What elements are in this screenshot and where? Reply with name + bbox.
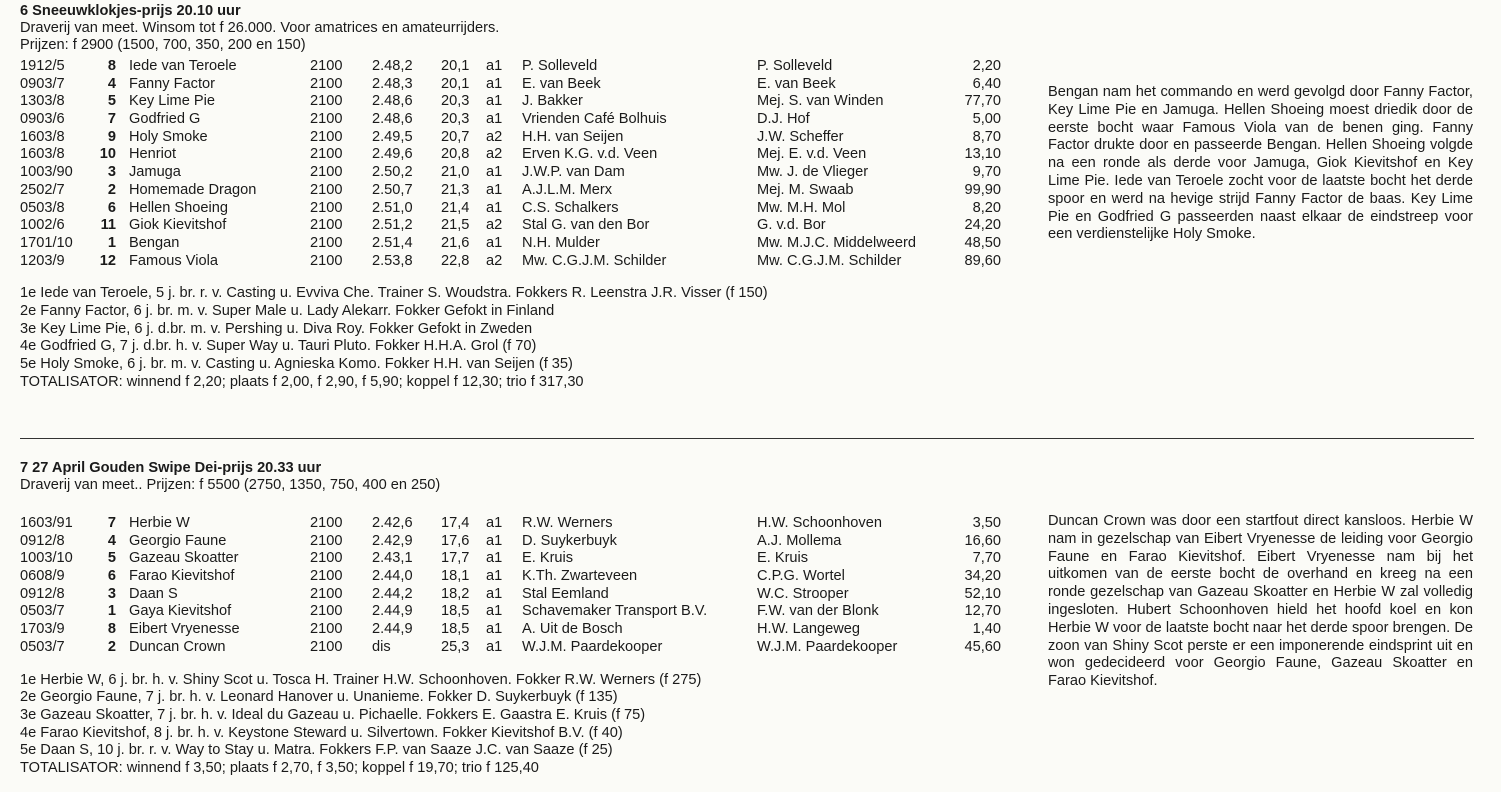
form-code: 1603/8 [20, 146, 65, 163]
form-code: 1303/8 [20, 93, 65, 110]
table-row [20, 586, 1030, 604]
km-time: 20,1 [441, 58, 470, 74]
km-time: 18,5 [441, 603, 470, 620]
results-table [20, 515, 1030, 657]
horse-name: Hellen Shoeing [129, 199, 228, 216]
start-number: 3 [107, 164, 116, 181]
driver-name: Mej. E. v.d. Veen [757, 146, 867, 163]
distance: 2100 [310, 111, 343, 128]
km-time: 20,8 [441, 146, 470, 163]
table-row [20, 639, 1030, 657]
owner-name: R.W. Werners [522, 515, 613, 531]
gait-class: a1 [486, 58, 503, 74]
km-time: 17,6 [441, 532, 470, 549]
finish-time: 2.49,5 [372, 128, 413, 145]
driver-name: Mw. C.G.J.M. Schilder [757, 252, 902, 269]
gait-class: a1 [486, 621, 503, 638]
driver-name: P. Solleveld [757, 58, 833, 74]
table-row [20, 217, 1030, 235]
distance: 2100 [310, 234, 343, 251]
start-number: 5 [107, 93, 116, 110]
table-row [20, 93, 1030, 111]
distance: 2100 [310, 93, 343, 110]
horse-name: Giok Kievitshof [129, 217, 227, 234]
race-conditions: Draverij van meet.. Prijzen: f 5500 (2750, 1350, 750, 400 en 250) [20, 477, 441, 493]
finish-time: 2.42,6 [372, 515, 413, 531]
form-code: 1603/8 [20, 128, 65, 145]
win-odds: 34,20 [964, 568, 1001, 585]
race-prizes: Prijzen: f 2900 (1500, 700, 350, 200 en 150) [20, 37, 306, 53]
finish-time: 2.48,2 [372, 58, 413, 74]
gait-class: a2 [486, 128, 503, 145]
km-time: 21,5 [441, 217, 470, 234]
distance: 2100 [310, 638, 343, 655]
driver-name: H.W. Langeweg [757, 621, 861, 638]
km-time: 20,1 [441, 75, 470, 92]
gait-class: a1 [486, 638, 503, 655]
start-number: 8 [107, 58, 116, 74]
horse-name: Herbie W [129, 515, 190, 531]
owner-name: E. Kruis [522, 550, 574, 567]
form-code: 0903/7 [20, 75, 65, 92]
distance: 2100 [310, 181, 343, 198]
finish-time: 2.51,0 [372, 199, 413, 216]
win-odds: 16,60 [964, 532, 1001, 549]
win-odds: 6,40 [972, 75, 1001, 92]
gait-class: a1 [486, 532, 503, 549]
form-code: 1603/91 [20, 515, 73, 531]
km-time: 18,5 [441, 621, 470, 638]
table-row [20, 200, 1030, 218]
finish-time: 2.49,6 [372, 146, 413, 163]
gait-class: a2 [486, 252, 503, 269]
finish-time: 2.48,6 [372, 93, 413, 110]
start-number: 1 [107, 603, 116, 620]
gait-class: a2 [486, 146, 503, 163]
win-odds: 8,20 [972, 199, 1001, 216]
win-odds: 3,50 [972, 515, 1001, 531]
driver-name: C.P.G. Wortel [757, 568, 845, 585]
win-odds: 52,10 [964, 585, 1001, 602]
race-report: Bengan nam het commando en werd gevolgd door Fanny Factor, Key Lime Pie en Jamuga. Hellen Shoeing moest driedik door de eerste bocht waar Famous Viola van de benen ging. Fanny Factor drukte door en passeerde Bengan. Hellen Shoeing volgde na een ronde als derde voor Jamuga, Giok Kievitshof en Key Lime Pie. Iede van Teroele zocht voor de laatste bocht het derde spoor en werd na hevige strijd Fanny Factor de baas. Key Lime Pie en Godfried G passeerden naast elkaar de eindstreep voor een verdienstelijke Holy Smoke. [1048, 84, 1473, 243]
gait-class: a1 [486, 181, 503, 198]
driver-name: W.C. Strooper [757, 585, 849, 602]
horse-name: Jamuga [129, 164, 181, 181]
driver-name: A.J. Mollema [757, 532, 842, 549]
form-code: 1701/10 [20, 234, 73, 251]
start-number: 7 [107, 515, 116, 531]
start-number: 10 [99, 146, 116, 163]
finish-time: 2.50,2 [372, 164, 413, 181]
table-row [20, 58, 1030, 76]
owner-name: E. van Beek [522, 75, 601, 92]
horse-name: Henriot [129, 146, 177, 163]
table-row [20, 253, 1030, 271]
distance: 2100 [310, 550, 343, 567]
win-odds: 13,10 [964, 146, 1001, 163]
driver-name: D.J. Hof [757, 111, 810, 128]
placing-line: 3e Key Lime Pie, 6 j. d.br. m. v. Pershing u. Diva Roy. Fokker Gefokt in Zweden [20, 320, 533, 337]
km-time: 18,2 [441, 585, 470, 602]
race-section-7 [20, 459, 1490, 778]
start-number: 6 [107, 568, 116, 585]
distance: 2100 [310, 515, 343, 531]
km-time: 17,4 [441, 515, 470, 531]
gait-class: a2 [486, 217, 503, 234]
start-number: 12 [99, 252, 116, 269]
km-time: 20,3 [441, 93, 470, 110]
distance: 2100 [310, 568, 343, 585]
race-section-6 [20, 2, 1490, 391]
finish-time: 2.51,2 [372, 217, 413, 234]
form-code: 0912/8 [20, 532, 65, 549]
win-odds: 77,70 [964, 93, 1001, 110]
placing-line: 4e Farao Kievitshof, 8 j. br. h. v. Keystone Steward u. Silvertown. Fokker Kievitshof B.V. (f 40) [20, 724, 623, 741]
driver-name: Mej. S. van Winden [757, 93, 884, 110]
distance: 2100 [310, 585, 343, 602]
win-odds: 2,20 [972, 58, 1001, 74]
table-row [20, 164, 1030, 182]
table-row [20, 550, 1030, 568]
driver-name: Mw. J. de Vlieger [757, 164, 869, 181]
placing-line: 2e Georgio Faune, 7 j. br. h. v. Leonard Hanover u. Unanieme. Fokker D. Suykerbuyk (f 135) [20, 689, 618, 706]
start-number: 4 [107, 75, 116, 92]
table-row [20, 568, 1030, 586]
finish-time: 2.51,4 [372, 234, 413, 251]
owner-name: N.H. Mulder [522, 234, 600, 251]
form-code: 1912/5 [20, 58, 65, 74]
distance: 2100 [310, 621, 343, 638]
start-number: 11 [100, 217, 116, 234]
form-code: 0912/8 [20, 585, 65, 602]
placing-line: 2e Fanny Factor, 6 j. br. m. v. Super Male u. Lady Alekarr. Fokker Gefokt in Finland [20, 302, 555, 319]
gait-class: a1 [486, 164, 503, 181]
form-code: 2502/7 [20, 181, 65, 198]
start-number: 9 [107, 128, 116, 145]
gait-class: a1 [486, 93, 503, 110]
results-table [20, 58, 1030, 270]
owner-name: D. Suykerbuyk [522, 532, 617, 549]
finish-time: 2.43,1 [372, 550, 413, 567]
km-time: 21,3 [441, 181, 470, 198]
table-row [20, 235, 1030, 253]
owner-name: Schavemaker Transport B.V. [522, 603, 708, 620]
owner-name: A. Uit de Bosch [522, 621, 623, 638]
driver-name: G. v.d. Bor [757, 217, 826, 234]
distance: 2100 [310, 603, 343, 620]
km-time: 21,6 [441, 234, 470, 251]
distance: 2100 [310, 75, 343, 92]
finish-time: 2.44,0 [372, 568, 413, 585]
horse-name: Bengan [129, 234, 180, 251]
win-odds: 1,40 [972, 621, 1001, 638]
horse-name: Gazeau Skoatter [129, 550, 239, 567]
placing-line: 1e Iede van Teroele, 5 j. br. r. v. Casting u. Evviva Che. Trainer S. Woudstra. Fokkers R. Leenstra J.R. Visser (f 150) [20, 285, 768, 302]
table-row [20, 515, 1030, 533]
race-conditions: Draverij van meet. Winsom tot f 26.000. Voor amatrices en amateurrijders. [20, 20, 500, 36]
finish-time: 2.44,9 [372, 603, 413, 620]
horse-name: Key Lime Pie [129, 93, 215, 110]
win-odds: 24,20 [964, 217, 1001, 234]
distance: 2100 [310, 58, 343, 74]
owner-name: W.J.M. Paardekooper [522, 638, 663, 655]
km-time: 22,8 [441, 252, 470, 269]
distance: 2100 [310, 128, 343, 145]
gait-class: a1 [486, 550, 503, 567]
owner-name: K.Th. Zwarteveen [522, 568, 638, 585]
start-number: 1 [107, 234, 116, 251]
race-report: Duncan Crown was door een startfout direct kansloos. Herbie W nam in gezelschap van Eibert Vryenesse de leiding voor Georgio Faune en Farao Kievitshof. Eibert Vryenesse nam bij het uitkomen van de eerste bocht de overhand en kreeg na een ronde gezelschap van Gazeau Skoatter en Herbie W zal volledig ingesloten. Hubert Schoonhoven hield het hoofd koel en kon Herbie W voor de laatste bocht naar het derde spoor brengen. De zoon van Shiny Scot perste er een imponerende eindsprint uit en won gedecideerd voor Georgio Faune, Gazeau Skoatter en Farao Kievitshof. [1048, 513, 1473, 690]
km-time: 17,7 [441, 550, 470, 567]
distance: 2100 [310, 199, 343, 216]
finish-time: 2.44,2 [372, 585, 413, 602]
form-code: 1703/9 [20, 621, 65, 638]
win-odds: 12,70 [964, 603, 1001, 620]
form-code: 0503/8 [20, 199, 65, 216]
form-code: 1203/9 [20, 252, 65, 269]
gait-class: a1 [486, 234, 503, 251]
km-time: 20,3 [441, 111, 470, 128]
form-code: 0503/7 [20, 638, 65, 655]
form-code: 1002/6 [20, 217, 65, 234]
race-title: 7 27 April Gouden Swipe Dei-prijs 20.33 uur [20, 460, 322, 476]
form-code: 0608/9 [20, 568, 65, 585]
owner-name: J. Bakker [522, 93, 583, 110]
placing-line: 5e Daan S, 10 j. br. r. v. Way to Stay u. Matra. Fokkers F.P. van Saaze J.C. van Saaze (f 25) [20, 742, 613, 759]
horse-name: Daan S [129, 585, 178, 602]
form-code: 0903/6 [20, 111, 65, 128]
placing-line: 5e Holy Smoke, 6 j. br. m. v. Casting u. Agnieska Komo. Fokker H.H. van Seijen (f 35) [20, 356, 573, 372]
owner-name: Mw. C.G.J.M. Schilder [522, 252, 667, 269]
owner-name: Vrienden Café Bolhuis [522, 111, 667, 128]
table-row [20, 129, 1030, 147]
driver-name: H.W. Schoonhoven [757, 515, 882, 531]
horse-name: Farao Kievitshof [129, 568, 235, 585]
horse-name: Duncan Crown [129, 638, 226, 655]
gait-class: a1 [486, 603, 503, 620]
totalisator-line: TOTALISATOR: winnend f 3,50; plaats f 2,70, f 3,50; koppel f 19,70; trio f 125,40 [20, 759, 539, 776]
horse-name: Holy Smoke [129, 128, 208, 145]
race-title: 6 Sneeuwklokjes-prijs 20.10 uur [20, 3, 241, 19]
table-row [20, 603, 1030, 621]
horse-name: Godfried G [129, 111, 201, 128]
driver-name: E. van Beek [757, 75, 836, 92]
km-time: 25,3 [441, 638, 470, 655]
horse-name: Iede van Teroele [129, 58, 237, 74]
start-number: 2 [107, 638, 116, 655]
gait-class: a1 [486, 75, 503, 92]
table-row [20, 111, 1030, 129]
table-row [20, 621, 1030, 639]
horse-name: Eibert Vryenesse [129, 621, 240, 638]
placing-line: 1e Herbie W, 6 j. br. h. v. Shiny Scot u. Tosca H. Trainer H.W. Schoonhoven. Fokker R.W. Werners (f 275) [20, 671, 702, 688]
finish-time: 2.42,9 [372, 532, 413, 549]
km-time: 18,1 [441, 568, 470, 585]
start-number: 8 [107, 621, 116, 638]
win-odds: 7,70 [972, 550, 1001, 567]
driver-name: Mej. M. Swaab [757, 181, 854, 198]
start-number: 5 [107, 550, 116, 567]
finish-time: 2.53,8 [372, 252, 413, 269]
finish-time: 2.48,6 [372, 111, 413, 128]
win-odds: 9,70 [972, 164, 1001, 181]
horse-name: Famous Viola [129, 252, 218, 269]
distance: 2100 [310, 146, 343, 163]
table-row [20, 182, 1030, 200]
gait-class: a1 [486, 568, 503, 585]
distance: 2100 [310, 164, 343, 181]
owner-name: Stal G. van den Bor [522, 217, 650, 234]
finish-time: dis [372, 638, 391, 655]
driver-name: J.W. Scheffer [757, 128, 844, 145]
finish-time: 2.44,9 [372, 621, 413, 638]
section-divider [20, 438, 1474, 439]
finish-time: 2.48,3 [372, 75, 413, 92]
driver-name: E. Kruis [757, 550, 809, 567]
driver-name: Mw. M.J.C. Middelweerd [757, 234, 916, 251]
km-time: 20,7 [441, 128, 470, 145]
placing-line: 4e Godfried G, 7 j. d.br. h. v. Super Way u. Tauri Pluto. Fokker H.H.A. Grol (f 70) [20, 338, 537, 355]
horse-name: Homemade Dragon [129, 181, 257, 198]
placing-line: 3e Gazeau Skoatter, 7 j. br. h. v. Ideal du Gazeau u. Pichaelle. Fokkers E. Gaastra E. Kruis (f 75) [20, 706, 646, 723]
start-number: 4 [107, 532, 116, 549]
gait-class: a1 [486, 585, 503, 602]
owner-name: A.J.L.M. Merx [522, 181, 613, 198]
totalisator-line: TOTALISATOR: winnend f 2,20; plaats f 2,00, f 2,90, f 5,90; koppel f 12,30; trio f 317,30 [20, 373, 584, 390]
start-number: 3 [107, 585, 116, 602]
form-code: 1003/90 [20, 164, 73, 181]
owner-name: P. Solleveld [522, 58, 598, 74]
win-odds: 45,60 [964, 638, 1001, 655]
table-row [20, 76, 1030, 94]
horse-name: Gaya Kievitshof [129, 603, 232, 620]
distance: 2100 [310, 532, 343, 549]
form-code: 0503/7 [20, 603, 65, 620]
win-odds: 5,00 [972, 111, 1001, 128]
win-odds: 48,50 [964, 234, 1001, 251]
horse-name: Georgio Faune [129, 532, 227, 549]
owner-name: J.W.P. van Dam [522, 164, 625, 181]
win-odds: 89,60 [964, 252, 1001, 269]
form-code: 1003/10 [20, 550, 73, 567]
start-number: 7 [107, 111, 116, 128]
placings-details [20, 285, 1490, 391]
gait-class: a1 [486, 111, 503, 128]
owner-name: H.H. van Seijen [522, 128, 624, 145]
start-number: 6 [107, 199, 116, 216]
gait-class: a1 [486, 515, 503, 531]
owner-name: Stal Eemland [522, 585, 609, 602]
table-row [20, 533, 1030, 551]
km-time: 21,0 [441, 164, 470, 181]
horse-name: Fanny Factor [129, 75, 215, 92]
start-number: 2 [107, 181, 116, 198]
driver-name: Mw. M.H. Mol [757, 199, 846, 216]
km-time: 21,4 [441, 199, 470, 216]
gait-class: a1 [486, 199, 503, 216]
win-odds: 99,90 [964, 181, 1001, 198]
win-odds: 8,70 [972, 128, 1001, 145]
table-row [20, 146, 1030, 164]
owner-name: C.S. Schalkers [522, 199, 619, 216]
owner-name: Erven K.G. v.d. Veen [522, 146, 658, 163]
distance: 2100 [310, 252, 343, 269]
finish-time: 2.50,7 [372, 181, 413, 198]
driver-name: F.W. van der Blonk [757, 603, 879, 620]
driver-name: W.J.M. Paardekooper [757, 638, 898, 655]
distance: 2100 [310, 217, 343, 234]
